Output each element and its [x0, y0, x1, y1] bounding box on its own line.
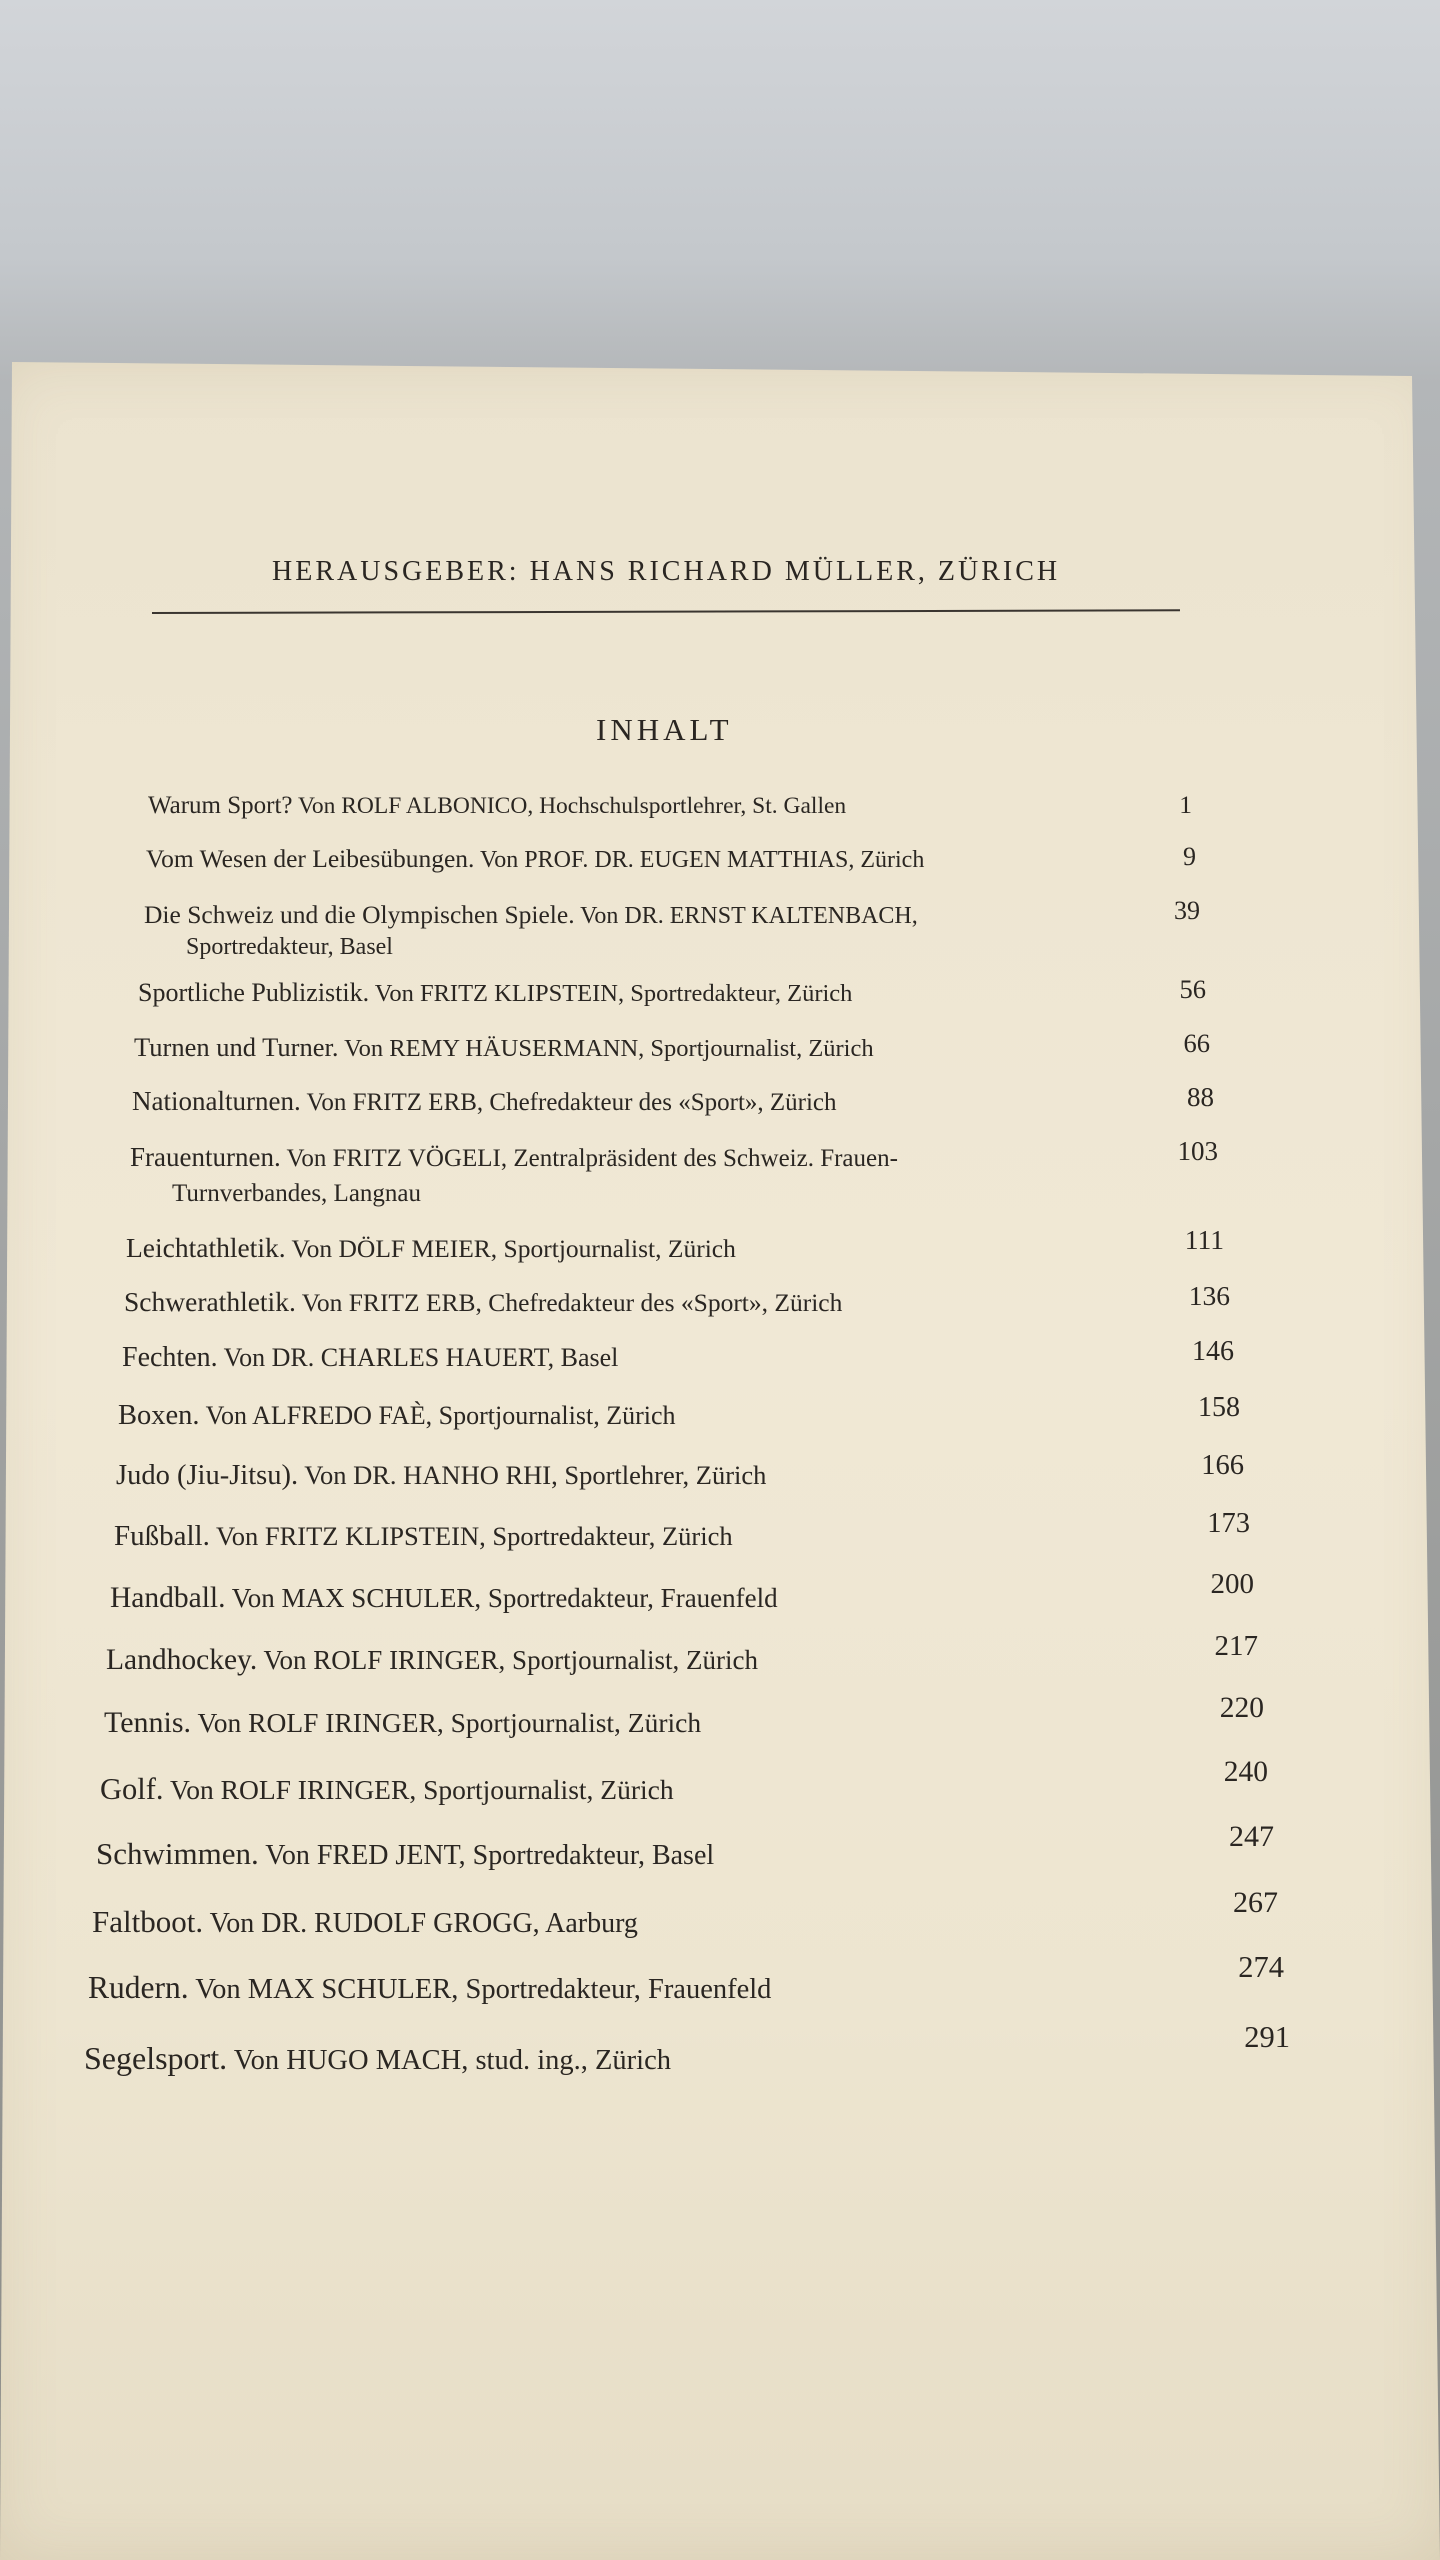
toc-entry-author-continued: Turnverbandes, Langnau [172, 1180, 422, 1207]
toc-entry [104, 1706, 701, 1740]
toc-entry-title: Nationalturnen. [132, 1086, 301, 1116]
toc-entry [118, 1400, 676, 1432]
toc-entry-author: Von ROLF IRINGER, Sportjournalist, Zürich [263, 1645, 759, 1675]
toc-entry-title: Sportliche Publizistik. [138, 978, 370, 1007]
toc-entry [148, 792, 846, 820]
toc-entry [134, 1032, 874, 1063]
toc-entry [100, 1772, 674, 1807]
toc-entry-title: Fußball. [114, 1520, 210, 1552]
toc-entry-title: Tennis. [104, 1706, 192, 1739]
toc-entry-page-number: 88 [1187, 1082, 1214, 1112]
toc-entry [130, 1142, 898, 1173]
toc-entry-title: Faltboot. [92, 1904, 204, 1939]
toc-entry-author: Von MAX SCHULER, Sportredakteur, Frauenfeld [195, 1974, 772, 2005]
toc-entry-author: Von REMY HÄUSERMANN, Sportjournalist, Zürich [344, 1035, 874, 1062]
toc-entry-author: Von DR. ERNST KALTENBACH, [580, 903, 918, 929]
toc-entry-author: Von ROLF IRINGER, Sportjournalist, Zürich [197, 1707, 702, 1738]
toc-entry-author: Von FRITZ KLIPSTEIN, Sportredakteur, Zürich [374, 980, 853, 1007]
toc-entry-author: Von DR. HANHO RHI, Sportlehrer, Zürich [304, 1460, 767, 1490]
toc-entry-author: Von DÖLF MEIER, Sportjournalist, Zürich [291, 1234, 736, 1263]
toc-entry [96, 1836, 714, 1872]
toc-entry-page-number: 220 [1219, 1692, 1264, 1724]
toc-entry-page-number: 267 [1233, 1886, 1278, 1919]
toc-entry-page-number: 39 [1174, 896, 1200, 925]
toc-entry [110, 1582, 778, 1615]
toc-entry-title: Boxen. [118, 1400, 200, 1431]
toc-entry-title: Schwerathletik. [124, 1286, 296, 1317]
toc-entry-page-number: 200 [1210, 1568, 1254, 1600]
toc-entry-author: Von HUGO MACH, stud. ing., Zürich [233, 2045, 671, 2076]
toc-entry [106, 1644, 758, 1677]
toc-entry-page-number: 1 [1179, 790, 1192, 819]
toc-heading: INHALT [596, 712, 733, 747]
toc-entry-author: Von ALFREDO FAÈ, Sportjournalist, Zürich [205, 1401, 676, 1430]
toc-entry-page-number: 166 [1201, 1450, 1244, 1481]
toc-entry-title: Vom Wesen der Leibesübungen. [146, 844, 475, 873]
toc-entry-page-number: 217 [1214, 1630, 1258, 1662]
toc-entry-page-number: 103 [1177, 1136, 1218, 1166]
toc-entry-page-number: 66 [1183, 1028, 1210, 1058]
toc-entry-title: Landhockey. [106, 1644, 258, 1676]
toc-entry [122, 1342, 618, 1374]
toc-entry-title: Judo (Jiu-Jitsu). [116, 1460, 299, 1491]
toc-entry-author: Von FRITZ KLIPSTEIN, Sportredakteur, Zürich [216, 1521, 733, 1551]
toc-entry-author: Von DR. RUDOLF GROGG, Aarburg [209, 1908, 638, 1939]
toc-entry-author: Von PROF. DR. EUGEN MATTHIAS, Zürich [480, 847, 925, 873]
toc-entry-page-number: 173 [1207, 1508, 1250, 1539]
toc-entry [88, 1970, 771, 2006]
toc-entry-page-number: 146 [1192, 1336, 1234, 1367]
toc-entry-page-number: 274 [1238, 1950, 1284, 1984]
toc-entry [124, 1286, 842, 1318]
toc-entry [92, 1904, 638, 1940]
toc-entry-page-number: 111 [1184, 1224, 1224, 1255]
publisher-line: HERAUSGEBER: HANS RICHARD MÜLLER, ZÜRICH [272, 556, 1061, 587]
toc-entry [114, 1520, 733, 1553]
toc-entry-author: Von FRITZ VÖGELI, Zentralpräsident des Schweiz. Frauen- [286, 1145, 898, 1172]
toc-entry-title: Fechten. [122, 1342, 218, 1373]
toc-entry-page-number: 158 [1198, 1392, 1240, 1423]
toc-entry [116, 1460, 766, 1492]
toc-entry-page-number: 56 [1179, 974, 1206, 1004]
toc-entry-author: Von ROLF IRINGER, Sportjournalist, Zürich [169, 1774, 674, 1805]
toc-entry-author-continued: Sportredakteur, Basel [186, 934, 393, 960]
toc-entry-author: Von ROLF ALBONICO, Hochschulsportlehrer, St. Gallen [297, 793, 847, 819]
toc-entry-author: Von MAX SCHULER, Sportredakteur, Frauenfeld [231, 1583, 778, 1613]
toc-entry-title: Turnen und Turner. [134, 1032, 339, 1062]
toc-entry-page-number: 247 [1229, 1820, 1274, 1853]
toc-entry [144, 900, 918, 930]
toc-entry-page-number: 136 [1188, 1280, 1230, 1311]
toc-entry-title: Schwimmen. [96, 1836, 259, 1871]
toc-entry-page-number: 240 [1223, 1756, 1268, 1788]
toc-entry-title: Rudern. [88, 1970, 189, 2005]
toc-entry-page-number: 9 [1183, 842, 1196, 871]
toc-entry [138, 978, 852, 1008]
toc-entry [126, 1232, 736, 1264]
toc-entry-author: Von FRITZ ERB, Chefredakteur des «Sport», Zürich [301, 1288, 843, 1317]
toc-entry-title: Warum Sport? [148, 792, 293, 819]
toc-entry-author: Von FRED JENT, Sportredakteur, Basel [265, 1840, 715, 1871]
toc-entry [132, 1086, 837, 1117]
toc-entry-author: Von FRITZ ERB, Chefredakteur des «Sport», Zürich [306, 1089, 837, 1116]
toc-entry-title: Segelsport. [84, 2040, 228, 2076]
divider-rule [152, 609, 1180, 614]
toc-entry-title: Leichtathletik. [126, 1232, 286, 1263]
toc-entry [146, 844, 924, 874]
toc-entry-title: Die Schweiz und die Olympischen Spiele. [144, 900, 575, 929]
toc-entry-title: Golf. [100, 1772, 164, 1806]
toc-entry-title: Handball. [110, 1582, 226, 1614]
toc-entry-author: Von DR. CHARLES HAUERT, Basel [223, 1343, 619, 1372]
toc-entry-title: Frauenturnen. [130, 1142, 281, 1172]
toc-entry [84, 2040, 671, 2077]
toc-entry-page-number: 291 [1244, 2020, 1290, 2054]
